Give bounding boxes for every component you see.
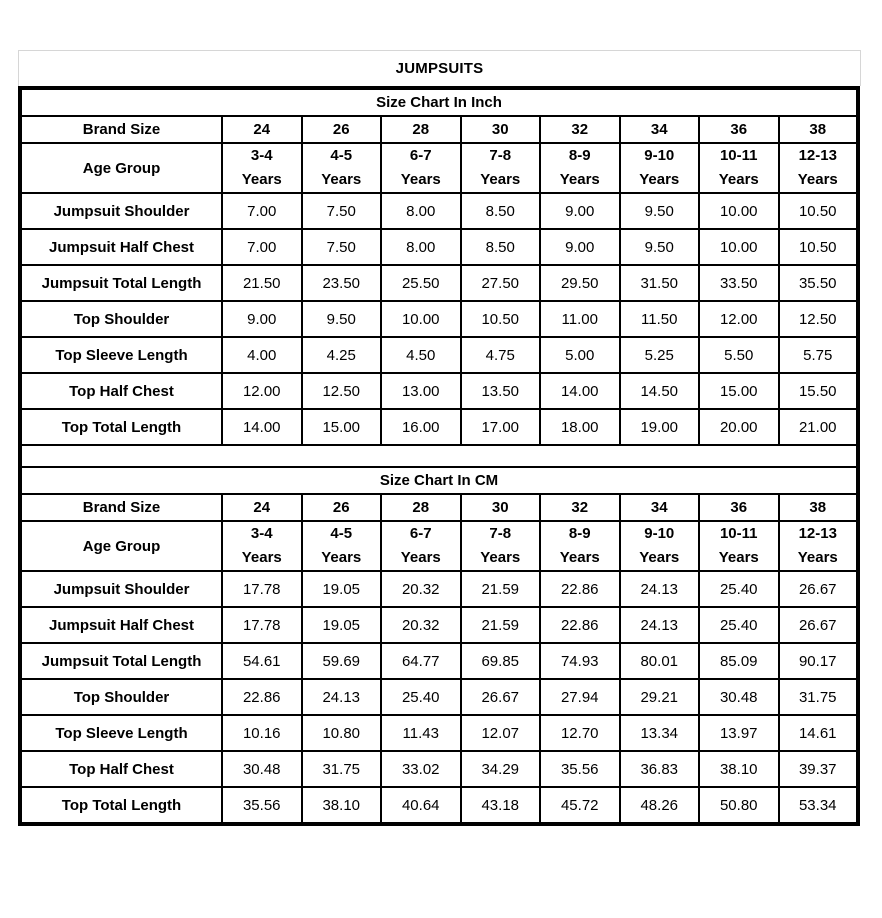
measurement-value: 21.00: [779, 409, 859, 445]
measurement-value: 54.61: [222, 643, 302, 679]
measurement-row: [20, 643, 858, 679]
age-range-text: 7-8: [489, 525, 512, 542]
measurement-value: 64.77: [381, 643, 461, 679]
measurement-value: 25.40: [381, 679, 461, 715]
age-unit-text: Years: [400, 171, 441, 188]
measurement-value: 5.25: [620, 337, 700, 373]
measurement-value: 10.80: [302, 715, 382, 751]
measurement-value: 12.50: [302, 373, 382, 409]
measurement-row: [20, 373, 858, 409]
measurement-value: 19.05: [302, 571, 382, 607]
measurement-row: [20, 409, 858, 445]
brand-size-label: Brand Size: [20, 494, 222, 521]
brand-size-label: Brand Size: [20, 116, 222, 143]
age-unit-text: Years: [480, 171, 521, 188]
age-unit-text: Years: [797, 549, 838, 566]
age-unit-text: Years: [321, 171, 362, 188]
measurement-value: 8.50: [461, 193, 541, 229]
measurement-value: 11.43: [381, 715, 461, 751]
age-range-text: 8-9: [568, 147, 591, 164]
measurement-label: Top Shoulder: [20, 301, 222, 337]
measurement-value: 7.00: [222, 193, 302, 229]
measurement-value: 20.00: [699, 409, 779, 445]
measurement-value: 11.50: [620, 301, 700, 337]
measurement-value: 30.48: [699, 679, 779, 715]
measurement-value: 35.50: [779, 265, 859, 301]
measurement-value: 14.61: [779, 715, 859, 751]
measurement-value: 20.32: [381, 607, 461, 643]
measurement-value: 35.56: [222, 787, 302, 824]
age-unit-text: Years: [321, 549, 362, 566]
age-group-value: [620, 143, 700, 193]
measurement-value: 29.21: [620, 679, 700, 715]
age-group-value: [699, 143, 779, 193]
measurement-value: 26.67: [779, 607, 859, 643]
measurement-value: 21.59: [461, 571, 541, 607]
measurement-value: 13.97: [699, 715, 779, 751]
brand-size-value: 28: [381, 116, 461, 143]
measurement-row: [20, 607, 858, 643]
age-range-text: 7-8: [489, 147, 512, 164]
measurement-value: 90.17: [779, 643, 859, 679]
measurement-value: 21.50: [222, 265, 302, 301]
measurement-value: 24.13: [620, 571, 700, 607]
age-range-text: 4-5: [330, 147, 353, 164]
age-unit-text: Years: [241, 549, 282, 566]
measurement-value: 17.00: [461, 409, 541, 445]
age-unit-text: Years: [639, 549, 680, 566]
measurement-value: 17.78: [222, 571, 302, 607]
age-range-text: 3-4: [250, 525, 273, 542]
measurement-row: [20, 787, 858, 824]
age-range-text: 3-4: [250, 147, 273, 164]
age-group-value: [699, 521, 779, 571]
measurement-value: 4.00: [222, 337, 302, 373]
measurement-value: 22.86: [540, 571, 620, 607]
age-range-text: 4-5: [330, 525, 353, 542]
age-range-text: 8-9: [568, 525, 591, 542]
measurement-value: 14.00: [540, 373, 620, 409]
measurement-row: [20, 571, 858, 607]
measurement-row: [20, 679, 858, 715]
age-unit-text: Years: [718, 549, 759, 566]
age-group-value: [540, 143, 620, 193]
measurement-value: 31.50: [620, 265, 700, 301]
age-range-text: 10-11: [719, 525, 758, 542]
measurement-value: 43.18: [461, 787, 541, 824]
measurement-row: [20, 229, 858, 265]
measurement-value: 13.00: [381, 373, 461, 409]
measurement-label: Top Sleeve Length: [20, 715, 222, 751]
measurement-value: 10.50: [461, 301, 541, 337]
measurement-value: 15.50: [779, 373, 859, 409]
brand-size-value: 32: [540, 116, 620, 143]
age-unit-text: Years: [639, 171, 680, 188]
measurement-value: 40.64: [381, 787, 461, 824]
age-unit-text: Years: [718, 171, 759, 188]
size-chart-table: [18, 86, 860, 826]
measurement-value: 30.48: [222, 751, 302, 787]
measurement-value: 10.16: [222, 715, 302, 751]
measurement-value: 5.00: [540, 337, 620, 373]
measurement-value: 50.80: [699, 787, 779, 824]
age-group-value: [620, 521, 700, 571]
age-group-value: [779, 521, 859, 571]
brand-size-value: 38: [779, 116, 859, 143]
measurement-value: 36.83: [620, 751, 700, 787]
measurement-value: 24.13: [620, 607, 700, 643]
measurement-label: Top Half Chest: [20, 751, 222, 787]
measurement-value: 34.29: [461, 751, 541, 787]
measurement-value: 4.75: [461, 337, 541, 373]
age-range-text: 6-7: [409, 147, 432, 164]
age-unit-text: Years: [400, 549, 441, 566]
measurement-value: 45.72: [540, 787, 620, 824]
age-group-value: [461, 521, 541, 571]
table-spacer-row: [20, 445, 858, 467]
brand-size-row: [20, 494, 858, 521]
age-group-label: Age Group: [20, 521, 222, 571]
measurement-value: 80.01: [620, 643, 700, 679]
brand-size-value: 34: [620, 494, 700, 521]
measurement-value: 38.10: [302, 787, 382, 824]
age-group-row: [20, 143, 858, 193]
brand-size-value: 36: [699, 494, 779, 521]
measurement-label: Jumpsuit Shoulder: [20, 571, 222, 607]
measurement-value: 18.00: [540, 409, 620, 445]
measurement-value: 4.25: [302, 337, 382, 373]
brand-size-value: 32: [540, 494, 620, 521]
measurement-value: 27.94: [540, 679, 620, 715]
measurement-label: Top Total Length: [20, 787, 222, 824]
age-unit-text: Years: [559, 171, 600, 188]
section-row-inch: [20, 88, 858, 116]
section-title-inch: Size Chart In Inch: [20, 88, 858, 116]
measurement-value: 16.00: [381, 409, 461, 445]
measurement-row: [20, 751, 858, 787]
section-row-cm: [20, 467, 858, 494]
age-group-value: [381, 143, 461, 193]
age-group-value: [779, 143, 859, 193]
measurement-value: 12.07: [461, 715, 541, 751]
age-group-value: [302, 521, 382, 571]
age-group-value: [222, 143, 302, 193]
measurement-value: 48.26: [620, 787, 700, 824]
age-group-value: [540, 521, 620, 571]
age-unit-text: Years: [797, 171, 838, 188]
measurement-value: 20.32: [381, 571, 461, 607]
age-range-text: 9-10: [644, 525, 675, 542]
measurement-label: Jumpsuit Total Length: [20, 265, 222, 301]
brand-size-value: 26: [302, 116, 382, 143]
measurement-value: 15.00: [699, 373, 779, 409]
measurement-value: 13.50: [461, 373, 541, 409]
measurement-value: 24.13: [302, 679, 382, 715]
measurement-label: Top Shoulder: [20, 679, 222, 715]
measurement-value: 19.00: [620, 409, 700, 445]
measurement-value: 5.50: [699, 337, 779, 373]
age-group-value: [222, 521, 302, 571]
brand-size-row: [20, 116, 858, 143]
measurement-value: 22.86: [222, 679, 302, 715]
age-group-value: [302, 143, 382, 193]
measurement-row: [20, 337, 858, 373]
measurement-label: Top Sleeve Length: [20, 337, 222, 373]
measurement-value: 85.09: [699, 643, 779, 679]
measurement-label: Jumpsuit Half Chest: [20, 607, 222, 643]
measurement-value: 10.50: [779, 229, 859, 265]
age-group-value: [461, 143, 541, 193]
brand-size-value: 36: [699, 116, 779, 143]
measurement-value: 11.00: [540, 301, 620, 337]
measurement-row: [20, 715, 858, 751]
brand-size-value: 30: [461, 494, 541, 521]
measurement-value: 12.50: [779, 301, 859, 337]
measurement-value: 10.50: [779, 193, 859, 229]
measurement-value: 7.50: [302, 193, 382, 229]
measurement-value: 53.34: [779, 787, 859, 824]
measurement-label: Top Total Length: [20, 409, 222, 445]
measurement-value: 9.50: [620, 193, 700, 229]
age-range-text: 6-7: [409, 525, 432, 542]
measurement-value: 26.67: [779, 571, 859, 607]
measurement-value: 9.50: [302, 301, 382, 337]
measurement-row: [20, 301, 858, 337]
measurement-value: 27.50: [461, 265, 541, 301]
measurement-value: 5.75: [779, 337, 859, 373]
measurement-value: 29.50: [540, 265, 620, 301]
measurement-value: 12.70: [540, 715, 620, 751]
measurement-value: 10.00: [699, 229, 779, 265]
measurement-value: 25.40: [699, 571, 779, 607]
measurement-value: 19.05: [302, 607, 382, 643]
measurement-value: 8.00: [381, 229, 461, 265]
chart-title: JUMPSUITS: [18, 50, 861, 86]
age-range-text: 12-13: [798, 147, 837, 164]
age-unit-text: Years: [559, 549, 600, 566]
size-chart-sheet: [18, 50, 861, 826]
measurement-label: Jumpsuit Total Length: [20, 643, 222, 679]
measurement-value: 25.50: [381, 265, 461, 301]
measurement-value: 4.50: [381, 337, 461, 373]
age-unit-text: Years: [241, 171, 282, 188]
age-range-text: 12-13: [798, 525, 837, 542]
age-range-text: 9-10: [644, 147, 675, 164]
measurement-value: 8.00: [381, 193, 461, 229]
measurement-value: 33.02: [381, 751, 461, 787]
measurement-value: 14.00: [222, 409, 302, 445]
age-group-row: [20, 521, 858, 571]
brand-size-value: 26: [302, 494, 382, 521]
measurement-label: Jumpsuit Half Chest: [20, 229, 222, 265]
measurement-value: 12.00: [699, 301, 779, 337]
measurement-row: [20, 265, 858, 301]
measurement-value: 17.78: [222, 607, 302, 643]
age-unit-text: Years: [480, 549, 521, 566]
measurement-value: 69.85: [461, 643, 541, 679]
measurement-value: 7.00: [222, 229, 302, 265]
measurement-value: 9.00: [222, 301, 302, 337]
measurement-value: 7.50: [302, 229, 382, 265]
measurement-value: 38.10: [699, 751, 779, 787]
brand-size-value: 28: [381, 494, 461, 521]
measurement-value: 15.00: [302, 409, 382, 445]
measurement-value: 9.50: [620, 229, 700, 265]
table-spacer-cell: [20, 445, 858, 467]
measurement-value: 31.75: [779, 679, 859, 715]
measurement-value: 8.50: [461, 229, 541, 265]
measurement-value: 10.00: [381, 301, 461, 337]
brand-size-value: 24: [222, 494, 302, 521]
measurement-value: 26.67: [461, 679, 541, 715]
measurement-value: 13.34: [620, 715, 700, 751]
measurement-value: 12.00: [222, 373, 302, 409]
age-range-text: 10-11: [719, 147, 758, 164]
measurement-value: 21.59: [461, 607, 541, 643]
measurement-label: Top Half Chest: [20, 373, 222, 409]
measurement-value: 59.69: [302, 643, 382, 679]
measurement-value: 35.56: [540, 751, 620, 787]
brand-size-value: 30: [461, 116, 541, 143]
brand-size-value: 34: [620, 116, 700, 143]
measurement-value: 31.75: [302, 751, 382, 787]
measurement-value: 14.50: [620, 373, 700, 409]
measurement-value: 23.50: [302, 265, 382, 301]
brand-size-value: 24: [222, 116, 302, 143]
measurement-value: 25.40: [699, 607, 779, 643]
measurement-value: 9.00: [540, 229, 620, 265]
measurement-value: 9.00: [540, 193, 620, 229]
age-group-label: Age Group: [20, 143, 222, 193]
measurement-value: 39.37: [779, 751, 859, 787]
measurement-row: [20, 193, 858, 229]
measurement-value: 22.86: [540, 607, 620, 643]
measurement-label: Jumpsuit Shoulder: [20, 193, 222, 229]
measurement-value: 74.93: [540, 643, 620, 679]
age-group-value: [381, 521, 461, 571]
section-title-cm: Size Chart In CM: [20, 467, 858, 494]
brand-size-value: 38: [779, 494, 859, 521]
measurement-value: 33.50: [699, 265, 779, 301]
measurement-value: 10.00: [699, 193, 779, 229]
